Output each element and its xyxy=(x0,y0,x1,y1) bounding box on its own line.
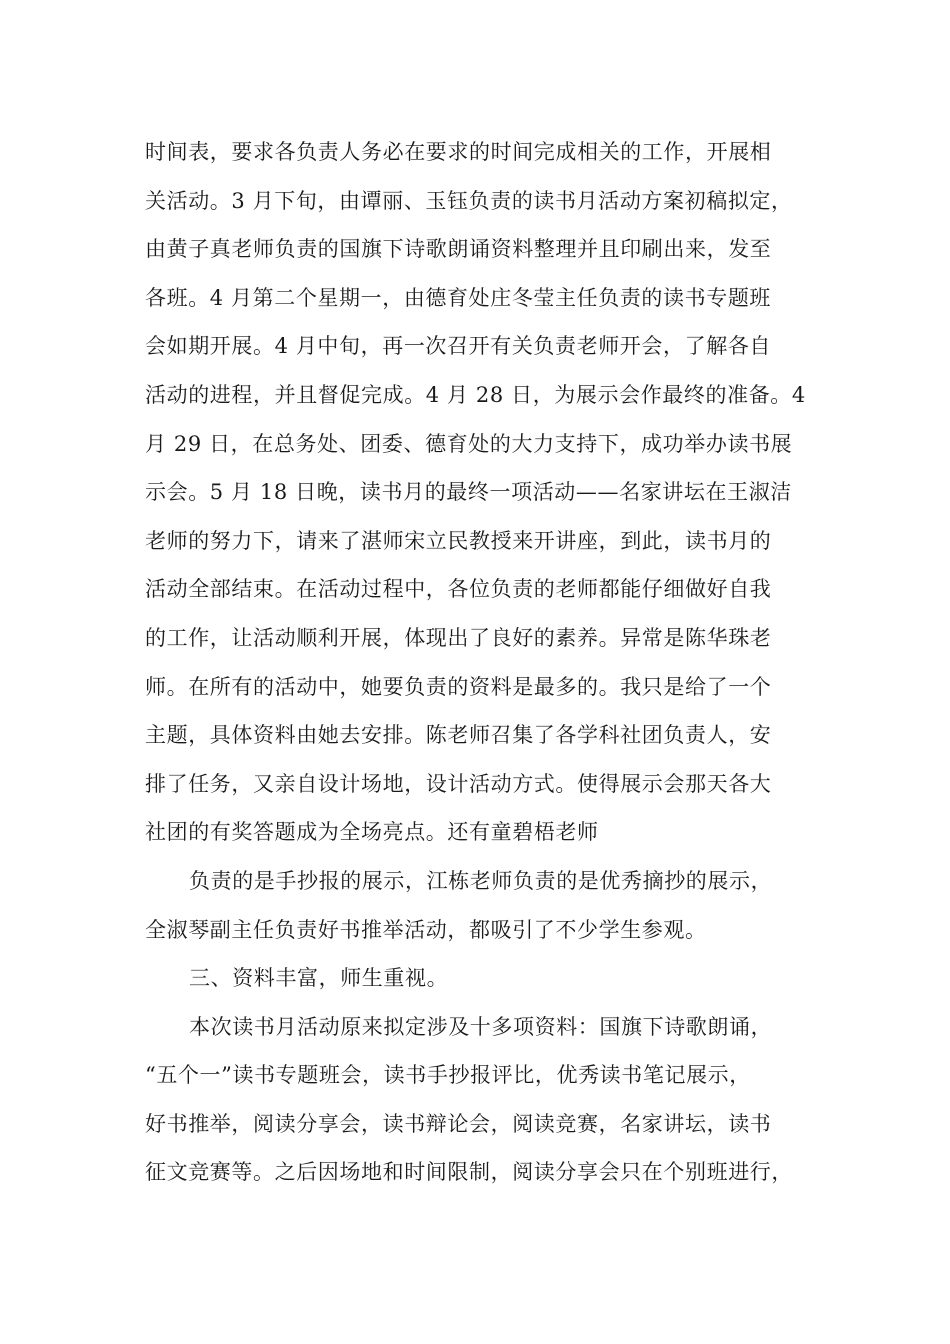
text-line: 活动的进程，并且督促完成。4 月 28 日，为展示会作最终的准备。4 xyxy=(145,382,806,407)
text-line: 社团的有奖答题成为全场亮点。还有童碧梧老师 xyxy=(145,820,599,845)
text-line: 负责的是手抄报的展示，江栋老师负责的是优秀摘抄的展示， xyxy=(189,868,773,893)
text-line: 征文竞赛等。之后因场地和时间限制，阅读分享会只在个别班进行， xyxy=(145,1160,793,1185)
body-text xyxy=(145,128,810,1197)
text-line: 由黄子真老师负责的国旗下诗歌朗诵资料整理并且印刷出来，发至 xyxy=(145,237,772,262)
text-line: 各班。4 月第二个星期一，由德育处庄冬莹主任负责的读书专题班 xyxy=(145,285,772,310)
section-heading: 三、资料丰富，师生重视。 xyxy=(189,966,449,991)
text-line: 月 29 日，在总务处、团委、德育处的大力支持下，成功举办读书展 xyxy=(145,431,793,456)
text-line: 的工作，让活动顺利开展，体现出了良好的素养。异常是陈华珠老 xyxy=(145,625,772,650)
text-line: 师。在所有的活动中，她要负责的资料是最多的。我只是给了一个 xyxy=(145,674,772,699)
text-line: 老师的努力下，请来了湛师宋立民教授来开讲座，到此，读书月的 xyxy=(145,528,772,553)
text-line: 本次读书月活动原来拟定涉及十多项资料：国旗下诗歌朗诵， xyxy=(189,1014,773,1039)
text-line: 活动全部结束。在活动过程中，各位负责的老师都能仔细做好自我 xyxy=(145,577,772,602)
text-line: 会如期开展。4 月中旬，再一次召开有关负责老师开会，了解各自 xyxy=(145,334,772,359)
text-line: 示会。5 月 18 日晚，读书月的最终一项活动——名家讲坛在王淑洁 xyxy=(145,480,792,505)
text-line: 时间表，要求各负责人务必在要求的时间完成相关的工作，开展相 xyxy=(145,140,772,164)
text-line: 关活动。3 月下旬，由谭丽、玉钰负责的读书月活动方案初稿拟定， xyxy=(145,188,793,213)
text-line: 主题，具体资料由她去安排。陈老师召集了各学科社团负责人，安 xyxy=(145,723,772,748)
text-line: 全淑琴副主任负责好书推举活动，都吸引了不少学生参观。 xyxy=(145,917,707,942)
text-line: 好书推举，阅读分享会，读书辩论会，阅读竞赛，名家讲坛，读书 xyxy=(145,1111,772,1136)
text-line: “五个一”读书专题班会，读书手抄报评比，优秀读书笔记展示， xyxy=(145,1063,751,1088)
text-line: 排了任务，又亲自设计场地，设计活动方式。使得展示会那天各大 xyxy=(145,771,772,796)
